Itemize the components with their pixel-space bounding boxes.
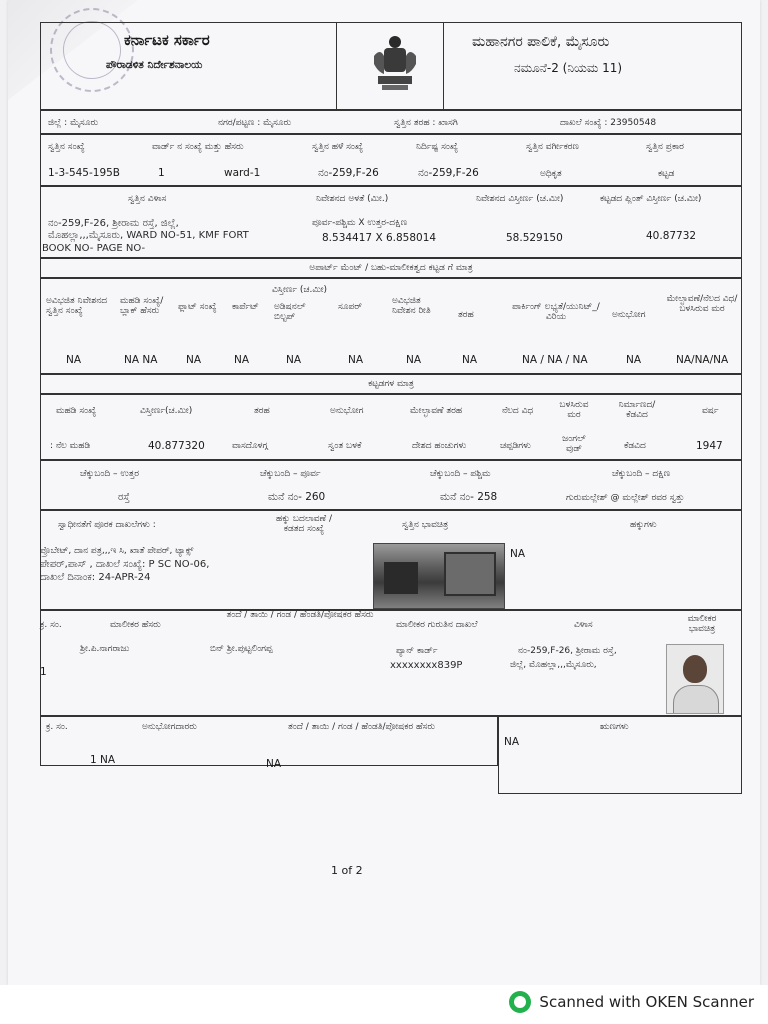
property-kind: ಕಟ್ಟಡ — [658, 169, 675, 179]
hdr-bldg-area: ವಿಸ್ತೀರ್ಣ(ಚ.ಮೀ) — [140, 406, 193, 416]
ward-number: 1 — [158, 167, 165, 179]
bldg-year: 1947 — [696, 440, 723, 452]
hdr-supporting-docs: ಸ್ವಾಧೀನತೆಗೆ ಪೂರಕ ದಾಖಲೆಗಳು : — [58, 520, 156, 530]
hdr-owner-name: ಮಾಲೀಕರ ಹೆಸರು — [110, 620, 161, 630]
apartment-title: ಅಪಾರ್ಟ್ ಮೆಂಟ್ / ಬಹು-ಮಾಲೀಕತ್ವದ ಕಟ್ಟಡ ಗೆ ಮಾತ್ರ — [309, 263, 473, 273]
hdr-direction: ಪೂರ್ವ-ಪಶ್ಚಿಮ X ಉತ್ತರ-ದಕ್ಷಿಣ — [312, 218, 408, 228]
site-area: 58.529150 — [506, 232, 563, 244]
document-number: ದಾಖಲೆ ಸಂಖ್ಯೆ : 23950548 — [560, 118, 657, 128]
hdr-property-photo: ಸ್ವತ್ತಿನ ಭಾವಚಿತ್ರ — [402, 520, 449, 530]
state-emblem-icon — [370, 34, 420, 92]
hdr-bldg-construct: ನಿರ್ಮಾಣದ/ ಕೆಡವಿದ — [618, 400, 656, 421]
owner-photo — [666, 644, 724, 714]
occupant-father: NA — [266, 758, 282, 770]
bldg-use: ಸ್ವಂತ ಬಳಕೆ — [328, 441, 362, 451]
bldg-kind: ವಾಸದೊಳಗ್ಗ — [232, 441, 268, 451]
bldg-floor-type: ಚಪ್ಪಡಿಗಳು — [500, 441, 531, 451]
hdr-specific-no: ನಿರ್ದಿಷ್ಟ ಸಂಖ್ಯೆ — [416, 142, 459, 152]
hdr-apt-flat-no: ಫ್ಲಾಟ್ ಸಂಖ್ಯೆ — [178, 302, 217, 312]
hdr-property-kind: ಸ್ವತ್ತಿನ ಪ್ರಕಾರ — [646, 142, 684, 152]
hdr-bldg-year: ವರ್ಷ — [702, 406, 719, 416]
hdr-liabilities: ಋಣಗಳು — [600, 722, 629, 732]
owner-address-1: ನಂ-259,F-26, ಶ್ರೀರಾಮ ರಸ್ತೆ, — [518, 646, 617, 656]
hdr-occ-sl: ಕ್ರ. ಸಂ. — [46, 722, 68, 732]
apt-undivided-no: NA — [66, 354, 82, 366]
form-frame — [40, 22, 742, 774]
apt-carpet: NA — [234, 354, 250, 366]
apt-additional: NA — [286, 354, 302, 366]
bldg-roof: ದೇಶದ ಹಂಚುಗಳು — [412, 441, 467, 451]
hdr-apt-undivided-no: ಅವಿಭಜಿತ ನಿವೇಶನದ ಸ್ವತ್ತಿನ ಸಂಖ್ಯೆ — [46, 296, 108, 317]
hdr-occupants: ಅನುಭೋಗದಾರರು — [142, 722, 197, 732]
old-number: ನಂ-259,F-26 — [318, 167, 379, 179]
hdr-apt-carpet: ಕಾರ್ಪೆಟ್ — [232, 302, 259, 312]
district: ಜಿಲ್ಲೆ : ಮೈಸೂರು — [48, 118, 99, 128]
hdr-apt-parking: ಪಾರ್ಕಿಂಗ್ ಲಭ್ಯತೆ/ಯುನಿಟ್_/ವಿರಿಯ — [512, 302, 600, 323]
document-page — [8, 0, 760, 985]
apt-parking: NA / NA / NA — [522, 354, 588, 366]
bldg-floor: : ನೆಲ ಮಹಡಿ — [50, 441, 91, 451]
hdr-bldg-floor-type: ನೆಲದ ವಿಧ — [502, 406, 534, 416]
property-type: ಸ್ವತ್ತಿನ ತರಹ : ಖಾಸಗಿ — [394, 118, 458, 128]
hdr-apt-occupancy: ಅನುಭೋಗ — [612, 310, 646, 320]
hdr-ward: ವಾರ್ಡ್ ನ ಸಂಖ್ಯೆ ಮತ್ತು ಹೆಸರು — [152, 142, 244, 152]
hdr-bldg-floor: ಮಹಡಿ ಸಂಖ್ಯೆ — [56, 406, 97, 416]
oken-logo-icon — [509, 991, 531, 1013]
hdr-apt-roof: ಮೇಲ್ಛಾವಣೆ/ನೆಲದ ವಿಧ/ಬಳಸಿರುವ ಮರ — [666, 294, 738, 315]
apt-super: NA — [348, 354, 364, 366]
rights-value: NA — [510, 548, 526, 560]
hdr-property-no: ಸ್ವತ್ತಿನ ಸಂಖ್ಯೆ — [48, 142, 85, 152]
address-line-2: ಮೊಹಲ್ಲಾ,,,ಮೈಸೂರು, WARD NO-51, KMF FORT — [48, 230, 249, 241]
hdr-occ-father: ತಂದೆ / ತಾಯಿ / ಗಂಡ / ಹೆಂಡತಿ/ಪೋಷಕರ ಹೆಸರು — [288, 722, 435, 732]
hdr-built-area: ಕಟ್ಟಡದ ಪ್ಲಿಂತ್ ವಿಸ್ತೀರ್ಣ (ಚ.ಮೀ) — [600, 194, 702, 204]
scanner-text: Scanned with OKEN Scanner — [539, 993, 754, 1011]
scanner-footer — [0, 985, 768, 1024]
hdr-boundary-west: ಚೆಕ್ಕುಬಂದಿ – ಪಶ್ಚಿಮ — [430, 469, 491, 479]
property-photo — [373, 543, 505, 609]
owner-name: ಶ್ರೀ.ಪಿ.ನಾಗರಾಜು — [80, 644, 130, 654]
apt-kind: NA — [462, 354, 478, 366]
hdr-boundary-east: ಚೆಕ್ಕುಬಂದಿ – ಪೂರ್ವ — [260, 469, 321, 479]
hdr-apt-area: ವಿಸ್ತೀರ್ಣ (ಚ.ಮೀ) — [272, 285, 328, 295]
hdr-site-dimension: ನಿವೇಶನದ ಅಳತೆ (ಮೀ.) — [316, 194, 389, 204]
hdr-boundary-south: ಚೆಕ್ಕುಬಂದಿ – ದಕ್ಷಿಣ — [612, 469, 671, 479]
govt-title: ಕರ್ನಾಟಕ ಸರ್ಕಾರ — [124, 31, 210, 49]
boundary-east: ಮನೆ ನಂ- 260 — [268, 491, 326, 503]
hdr-bldg-use: ಅನುಭೋಗ — [330, 406, 364, 416]
hdr-apt-undivided-type: ಅವಿಭಜಿತ ನಿವೇಶನ ರೀತಿ — [392, 296, 431, 317]
owner-address-2: ಜಿಲ್ಲೆ, ಮೊಹಲ್ಲಾ,,,ಮೈಸೂರು, — [510, 660, 597, 670]
hdr-owner-sl: ಕ್ರ. ಸಂ. — [40, 620, 62, 630]
apt-flat-no: NA — [186, 354, 202, 366]
ward-name: ward-1 — [224, 167, 261, 179]
hdr-bldg-roof: ಮೇಲ್ಛಾವಣೆ ತರಹ — [410, 406, 463, 416]
hdr-owner-photo: ಮಾಲೀಕರ ಭಾವಚಿತ್ರ — [687, 614, 717, 635]
bldg-area: 40.877320 — [148, 440, 205, 452]
town: ನಗರ/ಪಟ್ಟಣ : ಮೈಸೂರು — [218, 118, 292, 128]
hdr-site-area: ನಿವೇಶನದ ವಿಸ್ತೀರ್ಣ (ಚ.ಮೀ) — [476, 194, 564, 204]
hdr-apt-super: ಸೂಪರ್ — [338, 302, 362, 312]
hdr-bldg-kind: ತರಹ — [254, 406, 270, 416]
owner-father: ಬಿನ್ ಶ್ರೀ.ಪುಟ್ಟಲಿಂಗಪ್ಪ — [210, 644, 273, 654]
bldg-wood: ಜಂಗಲ್ ವುಡ್ — [562, 434, 586, 455]
docs-line-3: ದಾಖಲೆ ದಿನಾಂಕ: 24-APR-24 — [40, 572, 151, 583]
docs-line-1: ಪ್ರೊಬೇಟ್, ದಾನ ಪತ್ರ,,,ಇ ಸಿ, ಖಾತೆ ಪೇಪರ್, ಟ್ಯಾಕ್ಸ್ — [40, 546, 194, 556]
owner-id-value: xxxxxxxx839P — [390, 660, 463, 671]
docs-line-2: ಪೇಪರ್,ಪಾಸ್ , ದಾಖಲೆ ಸಂಖ್ಯೆ: P SC NO-06, — [40, 559, 210, 570]
bldg-construct: ಕೆಡವಿದ — [624, 441, 646, 451]
scanner-watermark — [509, 991, 754, 1013]
owner-id-type: ಪ್ಯಾನ್ ಕಾರ್ಡ್ — [396, 646, 438, 656]
hdr-boundary-north: ಚೆಕ್ಕುಬಂದಿ – ಉತ್ತರ — [80, 469, 140, 479]
apt-occupancy: NA — [626, 354, 642, 366]
corporation-title: ಮಹಾನಗರ ಪಾಲಿಕೆ, ಮೈಸೂರು — [472, 34, 610, 50]
building-title: ಕಟ್ಟಡಗಳ ಮಾತ್ರ — [368, 379, 414, 389]
address-line-3: BOOK NO- PAGE NO- — [42, 243, 146, 254]
boundary-north: ರಸ್ತೆ — [118, 492, 130, 503]
apt-undivided-type: NA — [406, 354, 422, 366]
liabilities-value: NA — [504, 736, 520, 748]
classification: ಅಧಿಕೃತ — [540, 169, 562, 179]
specific-number: ನಂ-259,F-26 — [418, 167, 479, 179]
property-ids-row — [40, 134, 742, 186]
boundary-south: ಗುರುಮಲ್ಲೇಶ್ @ ಮಲ್ಲೇಶ್ ರವರ ಸ್ವತ್ತು — [566, 493, 685, 503]
built-area: 40.87732 — [646, 230, 697, 242]
owner-sl: 1 — [40, 666, 47, 678]
property-number: 1-3-545-195B — [48, 167, 121, 179]
site-dimension: 8.534417 X 6.858014 — [322, 232, 437, 244]
hdr-rights-change: ಹಕ್ಕು ಬದಲಾವಣೆ / ಕಡತದ ಸಂಖ್ಯೆ — [275, 514, 332, 535]
page-number: 1 of 2 — [331, 864, 363, 877]
hdr-old-no: ಸ್ವತ್ತಿನ ಹಳೆ ಸಂಖ್ಯೆ — [312, 142, 364, 152]
hdr-bldg-wood: ಬಳಸಿರುವ ಮರ — [559, 400, 589, 421]
hdr-classification: ಸ್ವತ್ತಿನ ವರ್ಗೀಕರಣ — [526, 142, 579, 152]
boundary-west: ಮನೆ ನಂ- 258 — [440, 491, 498, 503]
hdr-apt-floor: ಮಹಡಿ ಸಂಖ್ಯೆ/ಬ್ಲಾಕ್ ಹೆಸರು — [120, 296, 164, 317]
occupant-row: 1 NA — [90, 754, 116, 766]
apt-floor: NA NA — [124, 354, 158, 366]
hdr-apt-additional: ಅಡಿಷನಲ್ ಬಿಲ್ಟಪ್ — [274, 302, 306, 323]
form-number: ನಮೂನೆ-2 (ನಿಯಮ 11) — [514, 61, 623, 75]
hdr-address: ಸ್ವತ್ತಿನ ವಿಳಾಸ — [128, 194, 167, 204]
directorate-title: ಪೌರಾಡಳಿತ ನಿರ್ದೇಶನಾಲಯ — [106, 59, 203, 71]
hdr-owner-id: ಮಾಲೀಕರ ಗುರುತಿನ ದಾಖಲೆ — [396, 620, 478, 630]
address-line-1: ನಂ-259,F-26, ಶ್ರೀರಾಮ ರಸ್ತೆ, ಜಿಲ್ಲೆ, — [48, 218, 179, 229]
hdr-owner-address: ವಿಳಾಸ — [574, 620, 593, 630]
apt-roof: NA/NA/NA — [676, 354, 729, 366]
hdr-rights: ಹಕ್ಕುಗಳು — [630, 520, 657, 530]
hdr-apt-kind: ತರಹ — [458, 310, 474, 320]
hdr-owner-father: ತಂದೆ / ತಾಯಿ / ಗಂಡ / ಹೆಂಡತಿ/ಪೋಷಕರ ಹೆಸರು — [226, 610, 374, 620]
